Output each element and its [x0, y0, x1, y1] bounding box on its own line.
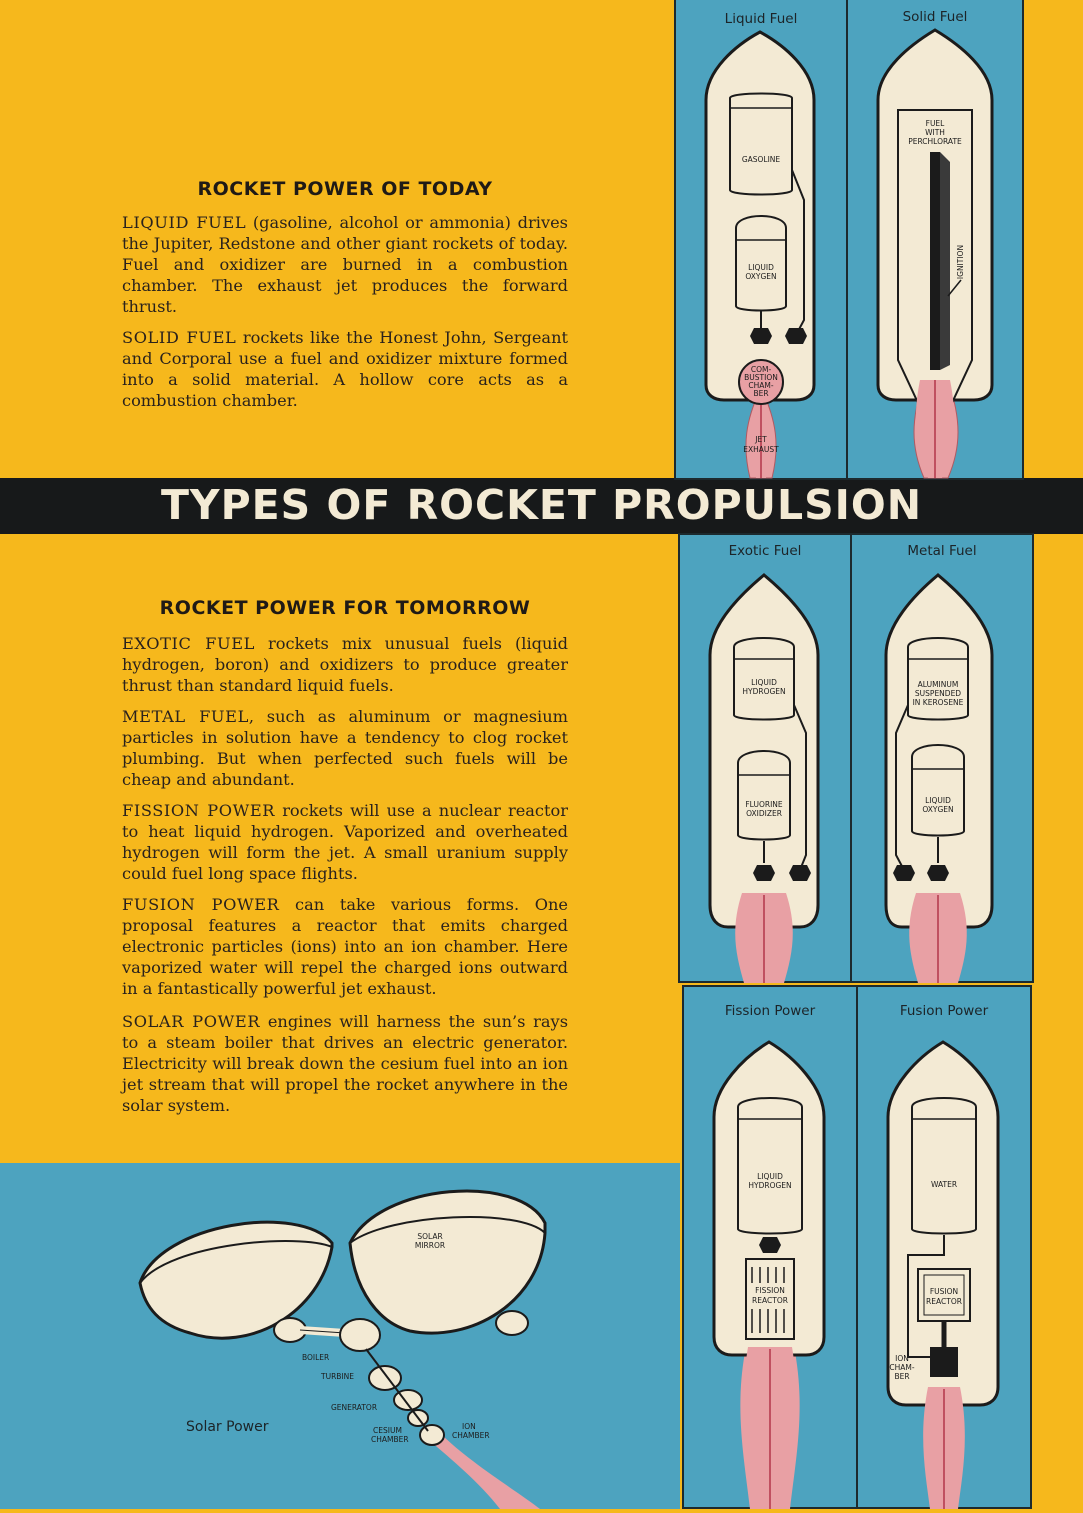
- ion-label: CHAMBER: [452, 1431, 490, 1440]
- title-banner: [0, 478, 1083, 534]
- tank-label: LIQUID: [757, 1172, 783, 1181]
- solar-power-paragraph: [122, 1011, 568, 1116]
- panel-label-fission-power: Fission Power: [724, 1003, 816, 1019]
- solar-power-diagram: [0, 1163, 680, 1509]
- exotic-fuel-paragraph: [122, 633, 568, 696]
- tank-label: LIQUID: [748, 263, 774, 272]
- panel-liquid-fuel: [674, 0, 848, 480]
- liquid-fuel-rocket-diagram: [676, 0, 846, 480]
- fuel-label: PERCHLORATE: [908, 137, 962, 146]
- fission-power-text: rockets will use a nuclear reactor to heat liquid hydrogen. Vaporized and overheated hydrogen will form the jet. A small uranium supply could fuel long space flights.: [122, 801, 568, 883]
- liquid-fuel-text: (gasoline, alcohol or ammonia) drives the Jupiter, Redstone and other giant rockets of today. Fuel and oxidizer are burned in a combustion chamber. The exhaust jet produces the forward thrust.: [122, 213, 568, 316]
- tomorrow-heading: ROCKET POWER FOR TOMORROW: [159, 597, 531, 619]
- cesium-label: CESIUM: [373, 1426, 402, 1435]
- mirror-label: MIRROR: [414, 1241, 446, 1250]
- tank-label: HYDROGEN: [742, 687, 786, 696]
- solid-fuel-paragraph: [122, 327, 568, 411]
- solid-fuel-text: rockets like the Honest John, Sergeant and Corporal use a fuel and oxidizer mixture formed into a solid material. A hollow core acts as a combustion chamber.: [122, 328, 568, 410]
- tomorrow-section: [122, 597, 568, 1116]
- tank-label: LIQUID: [751, 678, 777, 687]
- solar-power-text: engines will harness the sun’s rays to a steam boiler that drives an electric generator. Electricity will break down the cesium fuel into an ion jet stream that will propel the rocket anywhere in the solar system.: [122, 1012, 568, 1115]
- fuel-label: WITH: [925, 128, 945, 137]
- solid-fuel-lead: SOLID FUEL: [122, 328, 237, 347]
- exhaust-label: JET: [755, 435, 767, 444]
- panel-label-liquid-fuel: Liquid Fuel: [724, 11, 798, 27]
- fission-power-rocket-diagram: [684, 987, 856, 1509]
- liquid-fuel-lead: LIQUID FUEL: [122, 213, 247, 232]
- panel-label-exotic-fuel: Exotic Fuel: [728, 543, 802, 559]
- fuel-label: FUEL: [925, 119, 945, 128]
- mirror-label: SOLAR: [417, 1232, 443, 1241]
- chamber-label: CHAM-: [889, 1363, 915, 1372]
- exotic-fuel-text: rockets mix unusual fuels (liquid hydrogen, boron) and oxidizers to produce greater thrust than standard liquid fuels.: [122, 634, 568, 695]
- metal-fuel-lead: METAL FUEL: [122, 707, 249, 726]
- chamber-label: BER: [894, 1372, 910, 1381]
- exhaust-label: EXHAUST: [743, 445, 779, 454]
- ion-label: ION: [462, 1422, 476, 1431]
- turbine-label: TURBINE: [321, 1372, 354, 1381]
- tank-label: IN KEROSENE: [912, 698, 964, 707]
- panel-metal-fuel: [850, 533, 1034, 983]
- fusion-power-text: can take various forms. One proposal features a reactor that emits charged electronic particles (ions) into an ion chamber. Here vaporized water will repel the charged ions outward in a fantastically powerful jet exhaust.: [122, 895, 568, 998]
- chamber-label: ION: [895, 1354, 909, 1363]
- metal-fuel-rocket-diagram: [852, 535, 1032, 983]
- fusion-power-rocket-diagram: [858, 987, 1030, 1509]
- chamber-label: BUSTION: [744, 373, 778, 382]
- metal-fuel-text: , such as aluminum or magnesium particles in solution have a tendency to clog rocket plumbing. But when perfected such fuels will be cheap and abundant.: [122, 707, 568, 789]
- liquid-fuel-paragraph: [122, 212, 568, 317]
- chamber-label: BER: [753, 389, 769, 398]
- panel-fusion-power: [856, 985, 1032, 1509]
- panel-fission-power: [682, 985, 858, 1509]
- chamber-label: COM-: [750, 365, 772, 374]
- today-section: [122, 178, 568, 411]
- chamber-label: CHAM-: [748, 381, 774, 390]
- tank-label: HYDROGEN: [748, 1181, 792, 1190]
- solar-power-area: [0, 1163, 680, 1509]
- panel-label-fusion-power: Fusion Power: [899, 1003, 989, 1019]
- generator-label: GENERATOR: [331, 1403, 378, 1412]
- page-title: TYPES OF ROCKET PROPULSION: [160, 481, 923, 529]
- panel-solid-fuel: [846, 0, 1024, 480]
- solar-power-lead: SOLAR POWER: [122, 1012, 261, 1031]
- fission-power-lead: FISSION POWER: [122, 801, 276, 820]
- fusion-power-lead: FUSION POWER: [122, 895, 280, 914]
- panel-label-metal-fuel: Metal Fuel: [907, 543, 977, 559]
- boiler-label: BOILER: [302, 1353, 330, 1362]
- tank-label: WATER: [930, 1180, 958, 1189]
- panel-label-solid-fuel: Solid Fuel: [902, 9, 968, 25]
- tank-label: OXYGEN: [922, 805, 954, 814]
- tank-label: LIQUID: [925, 796, 951, 805]
- reactor-label: REACTOR: [926, 1297, 962, 1306]
- tank-label: FLUORINE: [745, 800, 783, 809]
- exotic-fuel-rocket-diagram: [680, 535, 850, 983]
- exotic-fuel-lead: EXOTIC FUEL: [122, 634, 255, 653]
- today-heading: ROCKET POWER OF TODAY: [197, 178, 493, 200]
- tank-label: SUSPENDED: [914, 689, 962, 698]
- reactor-label: FUSION: [929, 1287, 959, 1296]
- reactor-label: FISSION: [755, 1286, 785, 1295]
- ignition-label: IGNITION: [956, 244, 965, 280]
- metal-fuel-paragraph: [122, 706, 568, 790]
- tank-label: ALUMINUM: [917, 680, 959, 689]
- tank-label: OXYGEN: [745, 272, 777, 281]
- tank-label: GASOLINE: [741, 155, 781, 164]
- cesium-label: CHAMBER: [371, 1435, 409, 1444]
- solid-fuel-rocket-diagram: [848, 0, 1022, 480]
- solar-power-label: Solar Power: [186, 1419, 269, 1435]
- fusion-power-paragraph: [122, 894, 568, 999]
- panel-exotic-fuel: [678, 533, 852, 983]
- fission-power-paragraph: [122, 800, 568, 884]
- tank-label: OXIDIZER: [746, 809, 782, 818]
- reactor-label: REACTOR: [752, 1296, 788, 1305]
